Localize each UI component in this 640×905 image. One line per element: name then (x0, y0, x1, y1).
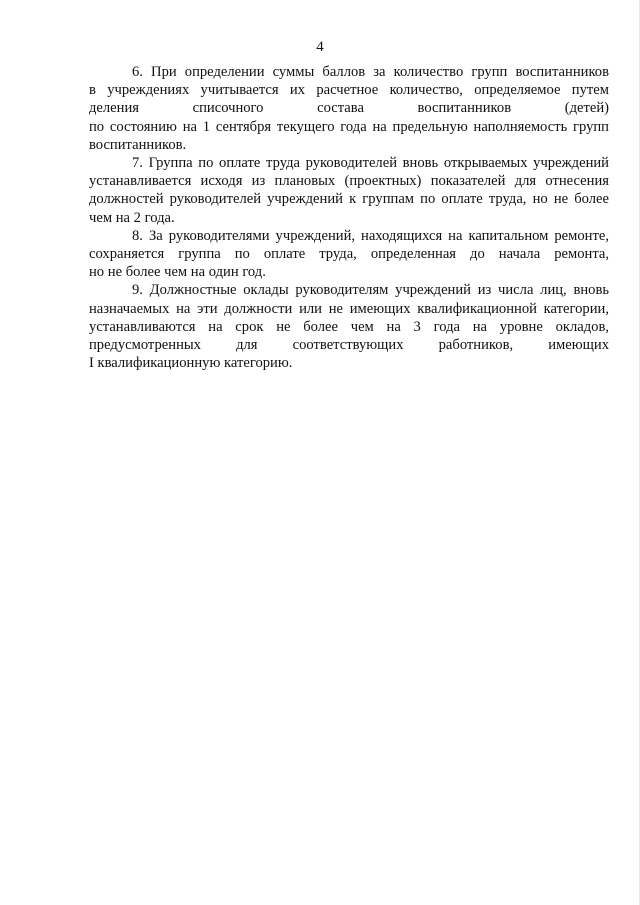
paragraph-line: в учреждениях учитывается их расчетное количество, определяемое путем (89, 82, 609, 99)
paragraph-line: чем на 2 года. (89, 209, 175, 226)
paragraph-line: предусмотренных для соответствующих работников, имеющих (89, 337, 609, 354)
paragraph-line: 8. За руководителями учреждений, находящихся на капитальном ремонте, (132, 227, 609, 244)
paragraph-line: воспитанников. (89, 136, 187, 153)
paragraph-6 (89, 63, 609, 154)
paragraph-line: 9. Должностные оклады руководителям учреждений из числа лиц, вновь (132, 282, 609, 299)
document-body (89, 63, 609, 372)
paragraph-line: устанавливается исходя из плановых (проектных) показателей для отнесения (89, 173, 609, 190)
paragraph-line: I квалификационную категорию. (89, 355, 293, 372)
paragraph-line: по состоянию на 1 сентября текущего года на предельную наполняемость групп (89, 118, 609, 135)
page-number: 4 (316, 39, 324, 55)
paragraph-line: должностей руководителей учреждений к группам по оплате труда, но не более (89, 191, 609, 208)
paragraph-7 (89, 154, 609, 227)
paragraph-line: устанавливаются на срок не более чем на 3 года на уровне окладов, (89, 318, 609, 335)
paragraph-line: деления списочного состава воспитанников (детей) (89, 100, 609, 117)
paragraph-line: сохраняется группа по оплате труда, определенная до начала ремонта, (89, 246, 609, 263)
paragraph-line: 7. Группа по оплате труда руководителей вновь открываемых учреждений (132, 155, 609, 172)
paragraph-8 (89, 227, 609, 282)
paragraph-line: но не более чем на один год. (89, 264, 266, 281)
paragraph-line: 6. При определении суммы баллов за количество групп воспитанников (132, 64, 609, 80)
paragraph-9 (89, 281, 609, 372)
paragraph-line: назначаемых на эти должности или не имеющих квалификационной категории, (89, 300, 609, 317)
